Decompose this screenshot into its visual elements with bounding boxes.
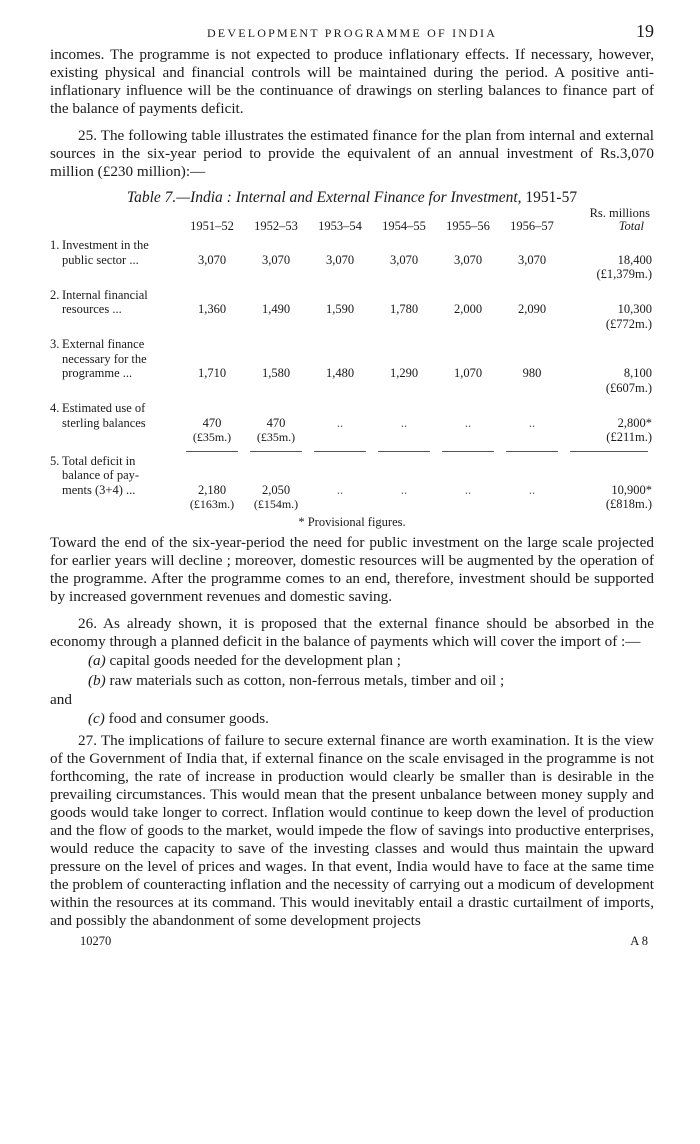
table-row: [50, 454, 654, 498]
list-conjunction: and: [50, 690, 72, 708]
table-rule: [314, 451, 366, 452]
footer-signature: A 8: [630, 933, 648, 948]
table-cell-total: 2,800*: [617, 415, 652, 430]
table-units: Rs. millions: [589, 206, 650, 220]
table-row: [50, 395, 654, 430]
running-title: DEVELOPMENT PROGRAMME OF INDIA: [206, 26, 498, 40]
table-cell-total-sterling: (£1,379m.): [596, 267, 652, 281]
table-rule: [570, 451, 648, 452]
table-cell: 1,580: [261, 366, 291, 380]
table-cell: 1,070: [453, 366, 483, 380]
table-cell: 3,070: [389, 252, 419, 267]
table-cell-total: 10,900*: [611, 482, 652, 497]
table-title: [50, 189, 654, 207]
column-header: 1954–55: [382, 219, 426, 233]
list-item-a: [50, 651, 654, 671]
table-cell: 470: [266, 415, 286, 430]
table-row-sub: [50, 267, 654, 282]
table-cell: 3,070: [325, 252, 355, 267]
table-cell: 1,590: [325, 302, 355, 316]
table-cell: ..: [400, 482, 408, 497]
table-row: [50, 331, 654, 381]
table-row-sub: [50, 381, 654, 396]
table-rule: [378, 451, 430, 452]
table-title-prefix: Table 7.: [126, 189, 177, 206]
table-cell: 2,090: [517, 302, 547, 316]
page-number: 19: [636, 21, 654, 41]
footer-code: 10270: [80, 933, 112, 948]
table-cell-total-sterling: (£772m.): [605, 316, 652, 331]
table-cell: 980: [522, 366, 542, 380]
table-row: [50, 282, 654, 317]
row-label: 3. External finance necessary for the programme ...: [50, 337, 147, 380]
page-footer: [50, 932, 654, 952]
list-text: capital goods needed for the development plan ;: [109, 651, 401, 669]
row-label: 4. Estimated use of sterling balances: [50, 401, 146, 430]
table-cell-total-sterling: (£607m.): [605, 380, 652, 395]
table-cell: ..: [528, 415, 536, 430]
table-cell: 1,360: [197, 302, 227, 316]
table-cell-total-sterling: (£818m.): [605, 497, 652, 511]
table-cell-total: 8,100: [623, 366, 652, 380]
paragraph-25: 25. The following table illustrates the estimated finance for the plan from internal and external sources in the six-year period to provide the equivalent of an annual investment of Rs.3,070 million (£230 million):—: [50, 127, 654, 180]
table-cell: 2,050: [261, 482, 291, 497]
column-header: 1955–56: [446, 219, 490, 233]
list-marker: (a): [88, 651, 106, 669]
paragraph-27: 27. The implications of failure to secure external finance are worth examination. It is the view of the Government of India that, if external finance on the scale envisaged in the programme is not forthcoming, the rate of increase in production would clearly be smaller than is desirable in the prevailing circumstances. This would mean that the present unbalance between money supply and goods would take longer to correct. Inflation would continue to keep down the level of production and the flow of goods to the market, would impede the flow of savings into productive enterprises, would reduce the capacity to save of the investing classes and would thus maintain the upward pressure on the level of prices and wages. In that event, India would have to face at the same time the problem of counteracting inflation and the necessity of carrying out a modicum of development within the resources at its command. This would inevitably entail a drastic curtailment of imports, and possibly the abandonment of some development projects: [50, 731, 654, 929]
table-cell: ..: [464, 482, 472, 497]
row-label: 2. Internal financial resources ...: [50, 287, 148, 316]
paragraph-toward: Toward the end of the six-year-period the need for public investment on the large scale projected for earlier years will decline ; moreover, domestic resources will be augmented by the operation of the programme. After the programme comes to an end, therefore, investment should be supported by increased government revenues and domestic saving.: [50, 533, 654, 605]
page: [50, 20, 654, 952]
table-rule: [506, 451, 558, 452]
table-rule: [186, 451, 238, 452]
paragraph-26: 26. As already shown, it is proposed that the external finance should be absorbed in the economy through a planned deficit in the balance of payments which will cover the import of :—: [50, 614, 654, 650]
table-rule: [442, 451, 494, 452]
column-header-total: Total: [618, 219, 644, 233]
table-row-sub: [50, 317, 654, 332]
table-cell: 3,070: [261, 252, 291, 267]
table-cell: ..: [336, 415, 344, 430]
table-cell: ..: [464, 415, 472, 430]
paragraph-continued: incomes. The programme is not expected to produce inflationary effects. If necessary, however, existing physical and financial controls will be maintained during the period. A positive anti-inflationary influence will be the continuance of drawings on sterling balances to finance part of the balance of payments deficit.: [50, 46, 654, 117]
table-row: [50, 238, 654, 267]
column-header: 1951–52: [190, 219, 234, 233]
list-marker: (b): [88, 671, 106, 689]
table-cell-total: 10,300: [617, 302, 652, 316]
table-cell: 1,710: [197, 366, 227, 380]
table-cell: 1,480: [325, 366, 355, 380]
table-row-sub: [50, 430, 654, 445]
table-cell-sterling: (£154m.): [253, 497, 299, 511]
table-title-text: —India : Internal and External Finance for Investment,: [176, 189, 522, 206]
table-cell: 1,290: [389, 366, 419, 380]
row-label: 1. Investment in the public sector ...: [50, 238, 149, 267]
header-blank: [50, 219, 180, 238]
table-cell: 1,780: [389, 302, 419, 316]
table-cell-total-sterling: (£211m.): [606, 430, 652, 444]
table-cell: ..: [400, 415, 408, 430]
table-rule: [250, 451, 302, 452]
table-footnote: * Provisional figures.: [298, 514, 406, 529]
list-item-b: [50, 671, 654, 691]
table-cell: 470: [202, 415, 222, 430]
page-header: [50, 20, 654, 46]
table-cell: 1,490: [261, 302, 291, 316]
table-row-sub: [50, 497, 654, 512]
table-cell: 2,180: [197, 482, 227, 497]
table-cell: ..: [528, 482, 536, 497]
column-header: 1952–53: [254, 219, 298, 233]
table-cell: 3,070: [517, 252, 547, 267]
list-text: raw materials such as cotton, non-ferrous metals, timber and oil ;: [109, 671, 505, 689]
list-marker: (c): [88, 709, 105, 727]
table-cell: 2,000: [453, 302, 483, 316]
row-label: 5. Total deficit in balance of pay- ments (3+4) ...: [50, 453, 140, 497]
table-title-years: 1951-57: [525, 189, 578, 206]
table-cell-total: 18,400: [617, 252, 652, 267]
table-cell-sterling: (£35m.): [192, 430, 232, 444]
list-item-c: [50, 709, 654, 729]
table-cell: 3,070: [197, 252, 227, 267]
column-header: 1953–54: [318, 219, 362, 233]
finance-table: [50, 219, 654, 512]
table-cell: 3,070: [453, 252, 483, 267]
table-cell-sterling: (£163m.): [189, 497, 235, 511]
table-cell-sterling: (£35m.): [256, 430, 296, 444]
column-header: 1956–57: [510, 219, 554, 233]
list-text: food and consumer goods.: [108, 709, 269, 727]
table-cell: ..: [336, 482, 344, 497]
table-rule-row: [50, 445, 654, 454]
table-header-row: [50, 219, 654, 238]
